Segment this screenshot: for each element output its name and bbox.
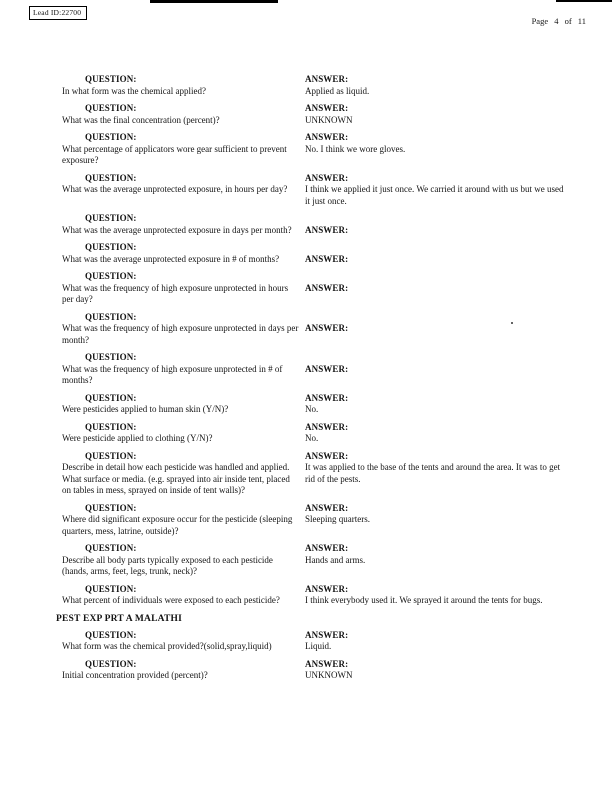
question-column (62, 173, 300, 196)
qa-row (62, 543, 570, 578)
question-text: Were pesticide applied to clothing (Y/N)? (62, 433, 213, 443)
answer-column (305, 503, 570, 526)
answer-label: ANSWER: (305, 502, 349, 513)
question-column (62, 630, 300, 653)
question-text: In what form was the chemical applied? (62, 85, 206, 96)
scan-artifact-top-bar (150, 0, 278, 3)
answer-text: Liquid. (305, 641, 332, 651)
qa-row (62, 103, 570, 126)
question-label: QUESTION: (85, 172, 137, 183)
question-text: Describe in detail how each pesticide was handled and applied. What surface or media. (e.g. sprayed into air inside tent, placed on tables in mess, sprayed on inside of tent walls)? (62, 462, 290, 495)
question-label: QUESTION: (85, 450, 137, 461)
qa-row (62, 659, 570, 682)
scan-artifact-corner-bar (556, 0, 612, 2)
qa-row (62, 584, 570, 607)
question-text: What percentage of applicators wore gear sufficient to prevent exposure? (62, 143, 287, 165)
answer-label: ANSWER: (305, 450, 349, 461)
question-text: What percent of individuals were exposed to each pesticide? (62, 595, 280, 605)
question-label: QUESTION: (85, 543, 137, 553)
answer-label: ANSWER: (305, 658, 349, 669)
section-heading: PEST EXP PRT A MALATHI (56, 613, 183, 624)
question-text: What was the frequency of high exposure unprotected in # of months? (62, 363, 283, 385)
lead-id-box (29, 6, 87, 20)
question-column (62, 74, 300, 97)
qa-row (62, 451, 570, 497)
question-label: QUESTION: (85, 629, 137, 640)
question-text: What was the average unprotected exposure, in hours per day? (62, 184, 288, 194)
answer-text: It was applied to the base of the tents and around the area. It was to get rid of the pests. (305, 462, 561, 484)
answer-label: ANSWER: (305, 224, 349, 235)
answer-column (305, 393, 570, 416)
question-text: What was the average unprotected exposure in days per month? (62, 224, 292, 235)
question-column (62, 103, 300, 126)
question-label: QUESTION: (85, 132, 137, 142)
question-column (62, 543, 300, 578)
question-column (62, 659, 300, 682)
question-text: What was the frequency of high exposure unprotected in hours per day? (62, 282, 289, 304)
qa-row (62, 630, 570, 653)
answer-text: I think we applied it just once. We carried it around with us but we used it just once. (305, 184, 564, 206)
question-column (62, 242, 300, 265)
qa-row (62, 312, 570, 347)
answer-text: UNKNOWN (305, 670, 353, 680)
answer-column (305, 630, 570, 653)
answer-label: ANSWER: (305, 323, 349, 333)
answer-label: ANSWER: (305, 253, 349, 264)
answer-column (305, 451, 570, 486)
answer-column (305, 254, 570, 266)
answer-column (305, 323, 570, 335)
answer-label: ANSWER: (305, 421, 349, 432)
lead-id-label: Lead ID:22700 (33, 8, 82, 17)
question-text: Describe all body parts typically exposed to each pesticide (hands, arms, feet, legs, trunk, neck)? (62, 554, 273, 576)
question-label: QUESTION: (85, 242, 137, 252)
question-text: Where did significant exposure occur for the pesticide (sleeping quarters, mess, latrine, outside)? (62, 514, 293, 536)
question-label: QUESTION: (85, 311, 137, 322)
qa-list (56, 74, 570, 688)
question-label: QUESTION: (85, 658, 137, 669)
answer-text: No. (305, 433, 319, 443)
question-column (62, 271, 300, 306)
answer-text: Hands and arms. (305, 554, 366, 565)
answer-text: No. I think we wore gloves. (305, 143, 406, 154)
question-text: What was the frequency of high exposure unprotected in days per month? (62, 323, 299, 345)
qa-row (62, 393, 570, 416)
answer-text: UNKNOWN (305, 114, 353, 125)
qa-row (62, 74, 570, 97)
question-text: Initial concentration provided (percent)? (62, 670, 208, 680)
answer-label: ANSWER: (305, 74, 349, 84)
question-label: QUESTION: (85, 421, 137, 432)
answer-label: ANSWER: (305, 282, 349, 293)
answer-column (305, 225, 570, 237)
question-text: What was the final concentration (percent)? (62, 114, 220, 125)
qa-row (62, 213, 570, 236)
question-column (62, 352, 300, 387)
answer-label: ANSWER: (305, 392, 349, 403)
answer-label: ANSWER: (305, 583, 349, 594)
question-label: QUESTION: (85, 213, 137, 223)
question-column (62, 312, 300, 347)
qa-row (62, 271, 570, 306)
page-number-label: Page 4 of 11 (531, 16, 586, 26)
answer-label: ANSWER: (305, 103, 349, 113)
question-label: QUESTION: (85, 583, 137, 594)
qa-row (62, 503, 570, 538)
question-label: QUESTION: (85, 103, 137, 113)
answer-text: Applied as liquid. (305, 85, 370, 96)
qa-row (62, 422, 570, 445)
qa-row (62, 132, 570, 167)
question-label: QUESTION: (85, 502, 137, 513)
answer-column (305, 659, 570, 682)
qa-row (62, 173, 570, 208)
answer-text: I think everybody used it. We sprayed it around the tents for bugs. (305, 595, 543, 605)
question-column (62, 393, 300, 416)
answer-label: ANSWER: (305, 543, 349, 553)
question-column (62, 422, 300, 445)
answer-label: ANSWER: (305, 172, 349, 183)
answer-column (305, 543, 570, 566)
answer-label: ANSWER: (305, 132, 349, 142)
answer-column (305, 584, 570, 607)
question-column (62, 132, 300, 167)
question-label: QUESTION: (85, 392, 137, 403)
qa-row (62, 242, 570, 265)
answer-column (305, 283, 570, 295)
question-text: What form was the chemical provided?(solid,spray,liquid) (62, 641, 272, 651)
question-label: QUESTION: (85, 352, 137, 362)
question-column (62, 503, 300, 538)
qa-row (62, 352, 570, 387)
answer-column (305, 132, 570, 155)
answer-label: ANSWER: (305, 629, 349, 640)
question-column (62, 451, 300, 497)
answer-column (305, 364, 570, 376)
question-text: What was the average unprotected exposure in # of months? (62, 253, 280, 264)
question-label: QUESTION: (85, 271, 137, 281)
question-column (62, 584, 300, 607)
question-text: Were pesticides applied to human skin (Y/N)? (62, 404, 229, 414)
answer-column (305, 74, 570, 97)
answer-column (305, 422, 570, 445)
answer-column (305, 173, 570, 208)
question-label: QUESTION: (85, 74, 137, 84)
answer-column (305, 103, 570, 126)
answer-label: ANSWER: (305, 363, 349, 374)
answer-text: No. (305, 404, 319, 414)
answer-text: Sleeping quarters. (305, 514, 370, 524)
question-column (62, 213, 300, 236)
